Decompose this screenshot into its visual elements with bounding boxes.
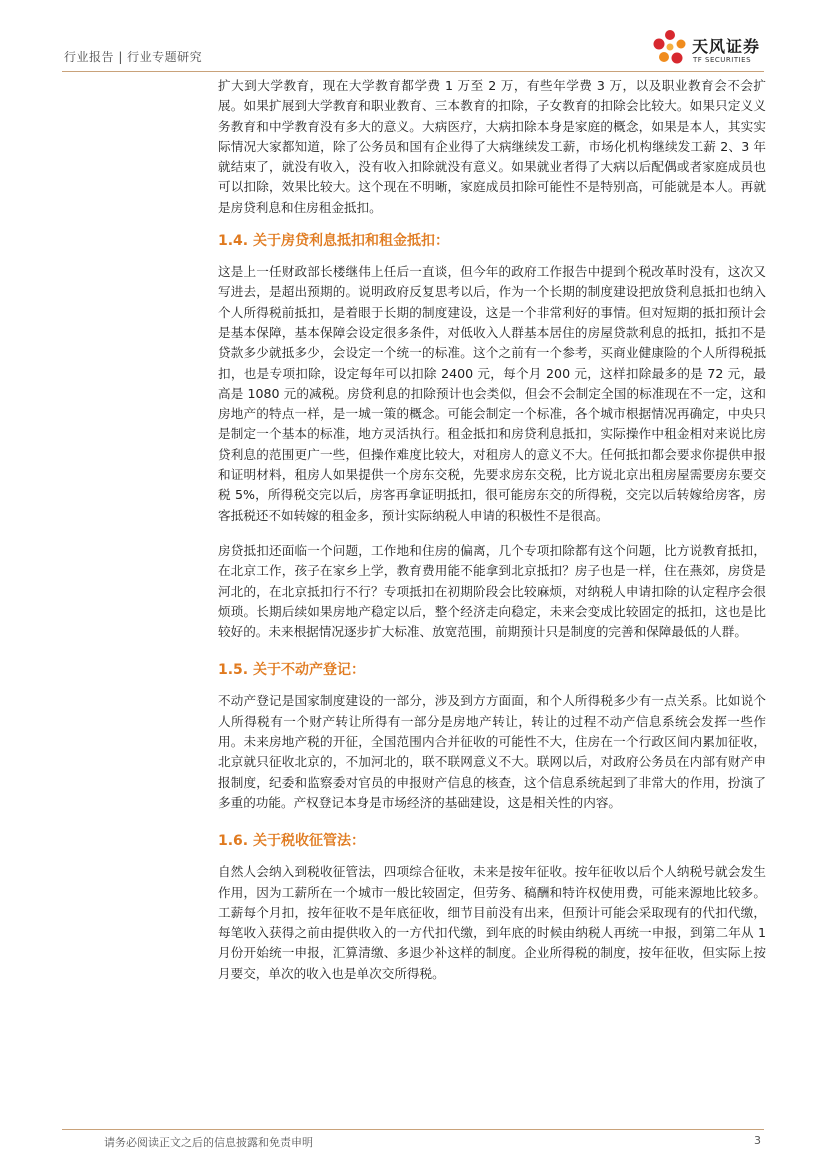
paragraph: 扩大到大学教育，现在大学教育都学费 1 万至 2 万，有些年学费 3 万，以及职业教育会不会扩展。如果扩展到大学教育和职业教育、三本教育的扣除，子女教育的扣除会比较大。如果只定义义务教育和中学教育没有多大的意义。大病医疗，大病扣除本身是家庭的概念，如果是本人，其实实际情况大家都知道，除了公务员和国有企业得了大病继续发工薪，市场化机构继续发工薪 2、3 年就结束了，就没有收入，没有收入扣除就没有意义。如果就业者得了大病以后配偶或者家庭成员也可以扣除，效果比较大。这个现在不明晰，家庭成员扣除可能性不是特别高，可能就是本人。再就是房贷利息和住房租金抵扣。 bbox=[218, 78, 766, 215]
logo-name-en: TF SECURITIES bbox=[693, 56, 752, 64]
footer-divider bbox=[62, 1129, 764, 1130]
company-logo bbox=[650, 28, 770, 70]
report-type-label: 行业报告 | 行业专题研究 bbox=[64, 50, 203, 64]
logo-mark-icon bbox=[650, 28, 690, 70]
logo-name-cn: 天风证券 bbox=[692, 37, 761, 56]
section-heading: 1.4. 关于房贷利息抵扣和租金抵扣： bbox=[218, 233, 449, 250]
paragraph: 房贷抵扣还面临一个问题，工作地和住房的偏离，几个专项扣除都有这个问题，比方说教育抵扣，在北京工作，孩子在家乡上学，教育费用能不能拿到北京抵扣？房子也是一样，住在燕郊，房贷是河北的，在北京抵扣行不行？专项抵扣在初期阶段会比较麻烦，对纳税人申请扣除的认定程序会很烦琐。长期后续如果房地产稳定以后，整个经济走向稳定，未来会变成比较固定的抵扣，这也是比较好的。未来根据情况逐步扩大标准、放宽范围，前期预计只是制度的完善和保障最低的人群。 bbox=[218, 542, 766, 640]
paragraph: 不动产登记是国家制度建设的一部分，涉及到方方面面，和个人所得税多少有一点关系。比如说个人所得税有一个财产转让所得有一部分是房地产转让，转让的过程不动产信息系统会发挥一些作用。未来房地产税的开征，全国范围内合并征收的可能性不大，住房在一个行政区间内累加征收，北京就只征收北京的，不加河北的，联不联网意义不大。联网以后，对政府公务员在内部有财产申报制度，纪委和监察委对官员的申报财产信息的核查，这个信息系统起到了非常大的作用，扮演了多重的功能。产权登记本身是市场经济的基础建设，这是相关性的内容。 bbox=[218, 693, 766, 810]
header-divider bbox=[62, 71, 764, 72]
section-heading: 1.6. 关于税收征管法： bbox=[218, 833, 365, 850]
page-number: 3 bbox=[754, 1134, 761, 1147]
paragraph: 这是上一任财政部长楼继伟上任后一直谈，但今年的政府工作报告中提到个税改革时没有，这次又写进去，是超出预期的。说明政府反复思考以后，作为一个长期的制度建设把放贷利息抵扣也纳入个人所得税前抵扣，是着眼于长期的制度建设，这是一个非常利好的事情。但对短期的抵扣预计会是基本保障，基本保障会设定很多条件，对低收入人群基本居住的房屋贷款利息的抵扣，抵扣不是贷款多少就抵多少，会设定一个统一的标准。这个之前有一个参考，买商业健康险的个人所得税抵扣，也是专项扣除，设定每年可以扣除 2400 元，每个月 200 元，这样扣除最多的是 72 元，最高是 1080 元的减税。房贷利息的扣除预计也会类似，但会不会制定全国的标准现在不一定，这和房地产的特点一样，是一城一策的概念。可能会制定一个标准，各个城市根据情况再确定，中央只是制定一个基本的标准，地方灵活执行。租金抵扣和房贷利息抵扣，实际操作中租金相对来说比房贷利息的范围更广一些，但操作难度比较大，对租房人的意义不大。任何抵扣都会要求你提供申报和证明材料，租房人如果提供一个房东交税，先要求房东交税，比方说北京出租房屋需要房东要交税 5%，所得税交完以后，房客再拿证明抵扣，很可能房东交的所得税，交完以后转嫁给房客，房客抵税还不如转嫁的租金多，预计实际纳税人申请的积极性不是很高。 bbox=[218, 264, 766, 523]
paragraph: 自然人会纳入到税收征管法，四项综合征收，未来是按年征收。按年征收以后个人纳税号就会发生作用，因为工薪所在一个城市一般比较固定，但劳务、稿酬和特许权使用费，可能来源地比较多。工薪每个月扣，按年征收不是年底征收，细节目前没有出来，但预计可能会采取现有的代扣代缴，每笔收入获得之前由提供收入的一方代扣代缴，到年底的时候由纳税人再统一申报，到第二年从 1 月份开始统一申报，汇算清缴、多退少补这样的制度。企业所得税的制度，按年征收，但实际上按月要交，单次的收入也是单次交所得税。 bbox=[218, 864, 766, 981]
disclaimer-link[interactable]: 请务必阅读正文之后的信息披露和免责申明 bbox=[104, 1136, 313, 1149]
article-body bbox=[218, 76, 766, 984]
section-heading: 1.5. 关于不动产登记： bbox=[218, 662, 365, 679]
